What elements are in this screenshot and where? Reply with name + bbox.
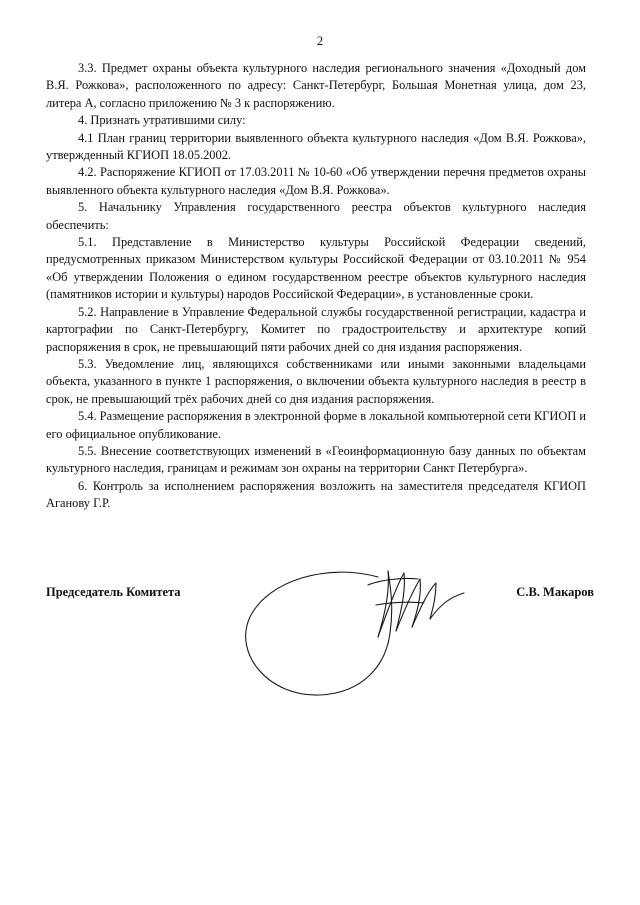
paragraph-5-4: 5.4. Размещение распоряжения в электронной форме в локальной компьютерной сети КГИОП и его официальное опубликование.: [46, 409, 586, 441]
page-number: 2: [316, 34, 324, 48]
paragraph-4-1: 4.1 План границ территории выявленного объекта культурного наследия «Дом В.Я. Рожкова», утвержденный КГИОП 18.05.2002.: [46, 130, 586, 163]
paragraph-5-1: 5.1. Представление в Министерство культуры Российской Федерации сведений, предусмотренных приказом Министерством культуры Российской Федерации от 03.10.2011 № 954 «Об утверждении Положения о едином государственном реестре объектов культурного наследия (памятников истории и культуры) народов Российской Федерации», в установленные сроки.: [46, 235, 586, 302]
paragraph-5-3: 5.3. Уведомление лиц, являющихся собственниками или иными законными владельцами объекта, указанного в пункте 1 распоряжения, о включении объекта культурного наследия в реестр в срок, не превышающий трёх рабочих дней со дня издания распоряжения.: [46, 356, 586, 406]
paragraph-4-2: 4.2. Распоряжение КГИОП от 17.03.2011 № 10-60 «Об утверждении перечня предметов охраны выявленного объекта культурного наследия «Дом В.Я. Рожкова».: [46, 165, 586, 197]
signer-name: С.В. Макаров: [516, 585, 594, 599]
document-body: [46, 60, 586, 513]
paragraph-6: 6. Контроль за исполнением распоряжения возложить на заместителя председателя КГИОП Аганову Г.Р.: [46, 478, 586, 511]
paragraph-5-5: 5.5. Внесение соответствующих изменений в «Геоинформационную базу данных по объектам культурного наследия, границам и режимам зон охраны на территории Санкт Петербурга».: [46, 443, 586, 476]
paragraph-5-2: 5.2. Направление в Управление Федеральной службы государственной регистрации, кадастра и картографии по Санкт-Петербургу, Комитет по градостроительству и архитектуре копий распоряжения в срок, не превышающий пяти рабочих дней со дня издания распоряжения.: [46, 304, 586, 354]
signer-title: Председатель Комитета: [46, 585, 181, 599]
paragraph-5: 5. Начальнику Управления государственного реестра объектов культурного наследия обеспечить:: [46, 200, 586, 232]
handwritten-signature: [228, 545, 488, 705]
paragraph-3-3: 3.3. Предмет охраны объекта культурного наследия регионального значения «Доходный дом В.Я. Рожкова», расположенного по адресу: Санкт-Петербург, Большая Монетная улица, дом 23, литера А, согласно приложению № 3 к распоряжению.: [46, 61, 586, 110]
paragraph-4: 4. Признать утратившими силу:: [78, 113, 246, 128]
